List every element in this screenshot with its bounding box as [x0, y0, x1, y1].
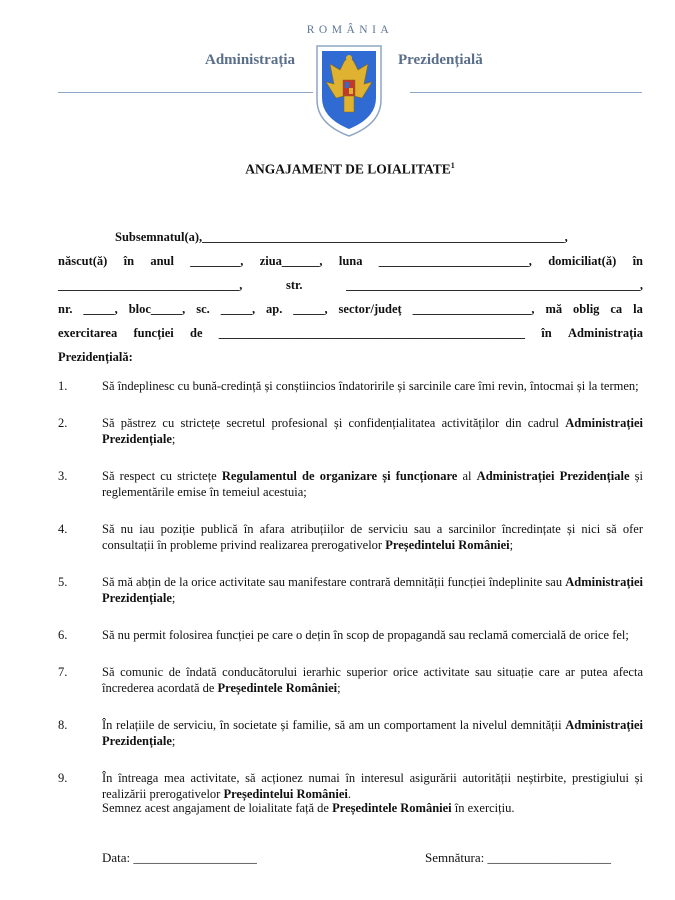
commitment-item: [58, 627, 643, 643]
intro-word: ap.: [266, 302, 283, 316]
item-number: 8.: [58, 718, 68, 732]
item-number: 1.: [58, 379, 68, 393]
item-text: Să păstrez cu strictețe secretul profesional și confidențialitatea activităților din cadrul Administrației Prezidențiale;: [102, 416, 643, 446]
intro-word: în: [632, 254, 643, 268]
footnote-marker: 1: [450, 161, 455, 170]
intro-word: domiciliat(ă): [548, 254, 617, 268]
declaration-intro: [58, 225, 643, 369]
intro-word: ziua______,: [259, 254, 323, 268]
item-number: 2.: [58, 416, 68, 430]
intro-word: exercitarea: [58, 326, 118, 340]
signature-field: Semnătura: ___________________: [425, 850, 611, 865]
commitment-list: [58, 378, 643, 823]
intro-word: Administrația: [567, 326, 643, 340]
intro-line: [58, 273, 643, 297]
item-number: 9.: [58, 771, 68, 785]
item-text: În întreaga mea activitate, să acționez numai în interesul asigurării autorității neștirbite, prestigiului și realizării prerogativelor Președintelui României.: [102, 771, 643, 801]
intro-word: la: [633, 302, 643, 316]
intro-word: în: [123, 254, 135, 268]
intro-line: [58, 297, 643, 321]
commitment-item: [58, 468, 643, 500]
item-text: Să nu iau poziție publică în afara atribuțiilor de serviciu sau a sarcinilor încredințate și nici să ofer consultații în probleme privind realizarea prerogativelor Președintelui României;: [102, 522, 643, 552]
intro-word: născut(ă): [58, 254, 108, 268]
item-number: 6.: [58, 628, 68, 642]
letterhead-right-text: Prezidențială: [398, 52, 483, 68]
item-number: 4.: [58, 522, 68, 536]
intro-word: ___________________,: [412, 302, 535, 316]
intro-word: _____________________________,: [58, 278, 243, 292]
closing-statement: Semnez acest angajament de loialitate față de Președintele României în exercițiu.: [102, 801, 515, 815]
commitment-item: [58, 717, 643, 749]
intro-word: sector/județ: [338, 302, 402, 316]
intro-word: mă: [545, 302, 563, 316]
intro-word: _________________________________________________: [218, 326, 526, 340]
commitment-item: [58, 378, 643, 394]
letterhead: [0, 0, 675, 150]
document-title: ANGAJAMENT DE LOIALITATE$^1$: [245, 161, 455, 177]
intro-word: ca: [610, 302, 623, 316]
commitment-item: [58, 574, 643, 606]
item-number: 3.: [58, 469, 68, 483]
intro-word: bloc_____,: [128, 302, 186, 316]
intro-word: luna: [338, 254, 363, 268]
item-text: Să îndeplinesc cu bună-credință și conștiincios îndatoririle și sarcinile care îmi revin, întocmai și la termen;: [102, 379, 639, 393]
intro-line: [58, 225, 643, 249]
intro-word: _____,: [83, 302, 118, 316]
intro-word: ________,: [190, 254, 244, 268]
intro-word: nr.: [58, 302, 73, 316]
intro-word: oblig: [573, 302, 600, 316]
intro-word: în: [541, 326, 552, 340]
coat-of-arms-icon: [314, 40, 384, 138]
item-number: 7.: [58, 665, 68, 679]
commitment-item: [58, 770, 643, 802]
country-name: ROMÂNIA: [306, 24, 394, 36]
letterhead-left-text: Administrația: [205, 52, 295, 68]
commitment-item: [58, 664, 643, 696]
item-text: Să comunic de îndată conducătorului ierarhic superior orice activitate sau situație care ar putea afecta încrederea acordată de Președintele României;: [102, 665, 643, 695]
item-number: 5.: [58, 575, 68, 589]
date-field: Data: ___________________: [102, 850, 257, 865]
intro-word: Prezidențială:: [58, 350, 133, 364]
intro-word: str.: [285, 278, 303, 292]
commitment-item: [58, 415, 643, 447]
intro-word: ________________________,: [378, 254, 532, 268]
intro-word: anul: [150, 254, 174, 268]
intro-word: _____,: [293, 302, 328, 316]
commitment-item: [58, 521, 643, 553]
intro-line: [58, 321, 643, 345]
item-text: Să mă abțin de la orice activitate sau manifestare contrară demnității funcției îndeplinite sau Administrației Prezidențiale;: [102, 575, 643, 605]
intro-word: sc.: [196, 302, 210, 316]
intro-line: [58, 345, 643, 369]
item-text: Să respect cu strictețe Regulamentul de organizare și funcționare al Administrației Prezidențiale și reglementările emise în temeiul acestuia;: [102, 469, 643, 499]
intro-word: funcției: [133, 326, 174, 340]
letterhead-rule-left: [58, 92, 313, 93]
intro-word: Subsemnatul(a),__________________________________________________________,: [115, 230, 568, 244]
intro-word: de: [190, 326, 203, 340]
letterhead-rule-right: [410, 92, 642, 93]
item-text: În relațiile de serviciu, în societate și familie, să am un comportament la nivelul demnității Administrației Prezidențiale;: [102, 718, 643, 748]
intro-word: _______________________________________________,: [346, 278, 643, 292]
item-text: Să nu permit folosirea funcției pe care o dețin în scop de propagandă sau reclamă comercială de orice fel;: [102, 628, 629, 642]
intro-line: [58, 249, 643, 273]
intro-word: _____,: [220, 302, 256, 316]
